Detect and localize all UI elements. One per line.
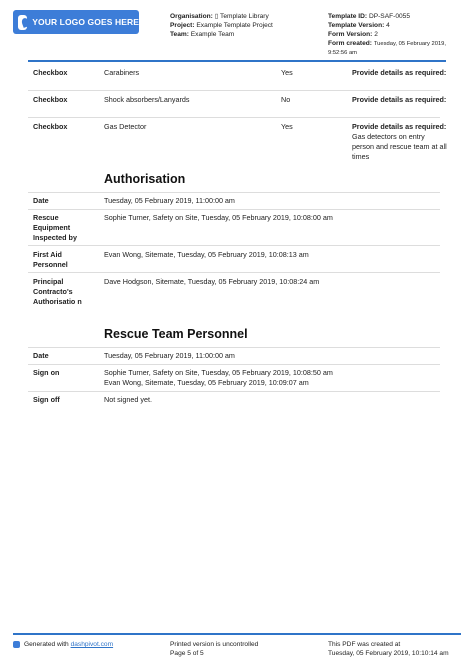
created-prefix: This PDF was created at bbox=[328, 641, 401, 648]
project-line bbox=[170, 21, 320, 30]
created-value: Tuesday, 05 February 2019, 10:10:14 am bbox=[328, 650, 449, 657]
printed-notice: Printed version is uncontrolled bbox=[170, 641, 259, 648]
dashpivot-icon bbox=[13, 641, 20, 648]
row-answer: No bbox=[281, 95, 291, 104]
company-logo bbox=[13, 10, 139, 34]
row-divider bbox=[28, 272, 440, 273]
form-created-line bbox=[328, 39, 468, 49]
details-label: Provide details as required: bbox=[352, 122, 447, 131]
form-created-label: Form created: bbox=[328, 40, 372, 47]
page-header bbox=[0, 0, 474, 62]
form-version-label: Form Version: bbox=[328, 31, 373, 38]
row-details bbox=[352, 122, 447, 162]
form-created-time: 9:52:56 am bbox=[328, 50, 358, 56]
header-divider bbox=[28, 60, 446, 62]
row-label: Sign on bbox=[33, 368, 60, 377]
template-version-value: 4 bbox=[386, 22, 390, 29]
template-id-value: DP-SAF-0055 bbox=[368, 13, 410, 20]
project-label: Project: bbox=[170, 22, 195, 29]
footer-created bbox=[328, 640, 449, 658]
row-divider bbox=[28, 209, 440, 210]
form-version-value: 2 bbox=[374, 31, 378, 38]
logo-text: YOUR LOGO GOES HERE bbox=[32, 17, 139, 27]
row-value-group bbox=[104, 368, 434, 388]
header-meta-right bbox=[328, 12, 468, 58]
row-item: Gas Detector bbox=[104, 122, 147, 131]
row-label: First Aid Personnel bbox=[33, 250, 68, 269]
row-label: Rescue Equipment Inspected by bbox=[33, 213, 77, 242]
organisation-label: Organisation: bbox=[170, 13, 213, 20]
organisation-line bbox=[170, 12, 320, 21]
team-label: Team: bbox=[170, 31, 189, 38]
dashpivot-link[interactable]: dashpivot.com bbox=[70, 641, 114, 648]
row-divider bbox=[28, 117, 440, 118]
row-answer: Yes bbox=[281, 68, 293, 77]
form-version-line bbox=[328, 30, 468, 39]
template-version-label: Template Version: bbox=[328, 22, 385, 29]
page-number: Page 5 of 5 bbox=[170, 650, 204, 657]
authorisation-title: Authorisation bbox=[104, 172, 186, 186]
row-label: Principal Contracto's Authorisatio n bbox=[33, 277, 82, 306]
template-version-line bbox=[328, 21, 468, 30]
row-divider bbox=[28, 391, 440, 392]
row-item: Carabiners bbox=[104, 68, 140, 77]
row-value: Sophie Turner, Safety on Site, Tuesday, 05 February 2019, 10:08:50 am bbox=[104, 368, 333, 377]
section-divider bbox=[28, 347, 440, 348]
footer-generated bbox=[13, 640, 113, 649]
details-value: Gas detectors on entry person and rescue team at all times bbox=[352, 132, 447, 161]
row-label: Date bbox=[33, 351, 49, 360]
logo-icon bbox=[18, 15, 27, 30]
row-label: Sign off bbox=[33, 395, 60, 404]
row-value: Dave Hodgson, Sitemate, Tuesday, 05 February 2019, 10:08:24 am bbox=[104, 277, 320, 286]
row-details bbox=[352, 68, 447, 78]
rescue-team-title: Rescue Team Personnel bbox=[104, 327, 248, 341]
row-details bbox=[352, 95, 447, 105]
row-label: Date bbox=[33, 196, 49, 205]
footer-printed bbox=[170, 640, 258, 658]
row-type: Checkbox bbox=[33, 95, 68, 104]
row-divider bbox=[28, 364, 440, 365]
project-value: Example Template Project bbox=[196, 22, 273, 29]
row-answer: Yes bbox=[281, 122, 293, 131]
row-value: Tuesday, 05 February 2019, 11:00:00 am bbox=[104, 196, 235, 205]
row-value: Evan Wong, Sitemate, Tuesday, 05 February 2019, 10:08:13 am bbox=[104, 250, 309, 259]
row-value: Not signed yet. bbox=[104, 395, 152, 404]
details-label: Provide details as required: bbox=[352, 68, 447, 77]
team-value: Example Team bbox=[190, 31, 235, 38]
template-id-label: Template ID: bbox=[328, 13, 368, 20]
footer-divider bbox=[13, 633, 461, 635]
row-value: Tuesday, 05 February 2019, 11:00:00 am bbox=[104, 351, 235, 360]
team-line bbox=[170, 30, 320, 39]
header-meta-left bbox=[170, 12, 320, 39]
row-item: Shock absorbers/Lanyards bbox=[104, 95, 190, 104]
row-value: Sophie Turner, Safety on Site, Tuesday, 05 February 2019, 10:08:00 am bbox=[104, 213, 333, 222]
form-created-value: Tuesday, 05 February 2019, bbox=[373, 41, 447, 47]
row-divider bbox=[28, 90, 440, 91]
generated-prefix: Generated with bbox=[24, 641, 69, 648]
row-divider bbox=[28, 245, 440, 246]
template-id-line bbox=[328, 12, 468, 21]
section-divider bbox=[28, 192, 440, 193]
row-value-2: Evan Wong, Sitemate, Tuesday, 05 February 2019, 10:09:07 am bbox=[104, 378, 309, 387]
organisation-value: ▯ Template Library bbox=[214, 13, 269, 20]
row-type: Checkbox bbox=[33, 68, 68, 77]
details-label: Provide details as required: bbox=[352, 95, 447, 104]
row-type: Checkbox bbox=[33, 122, 68, 131]
